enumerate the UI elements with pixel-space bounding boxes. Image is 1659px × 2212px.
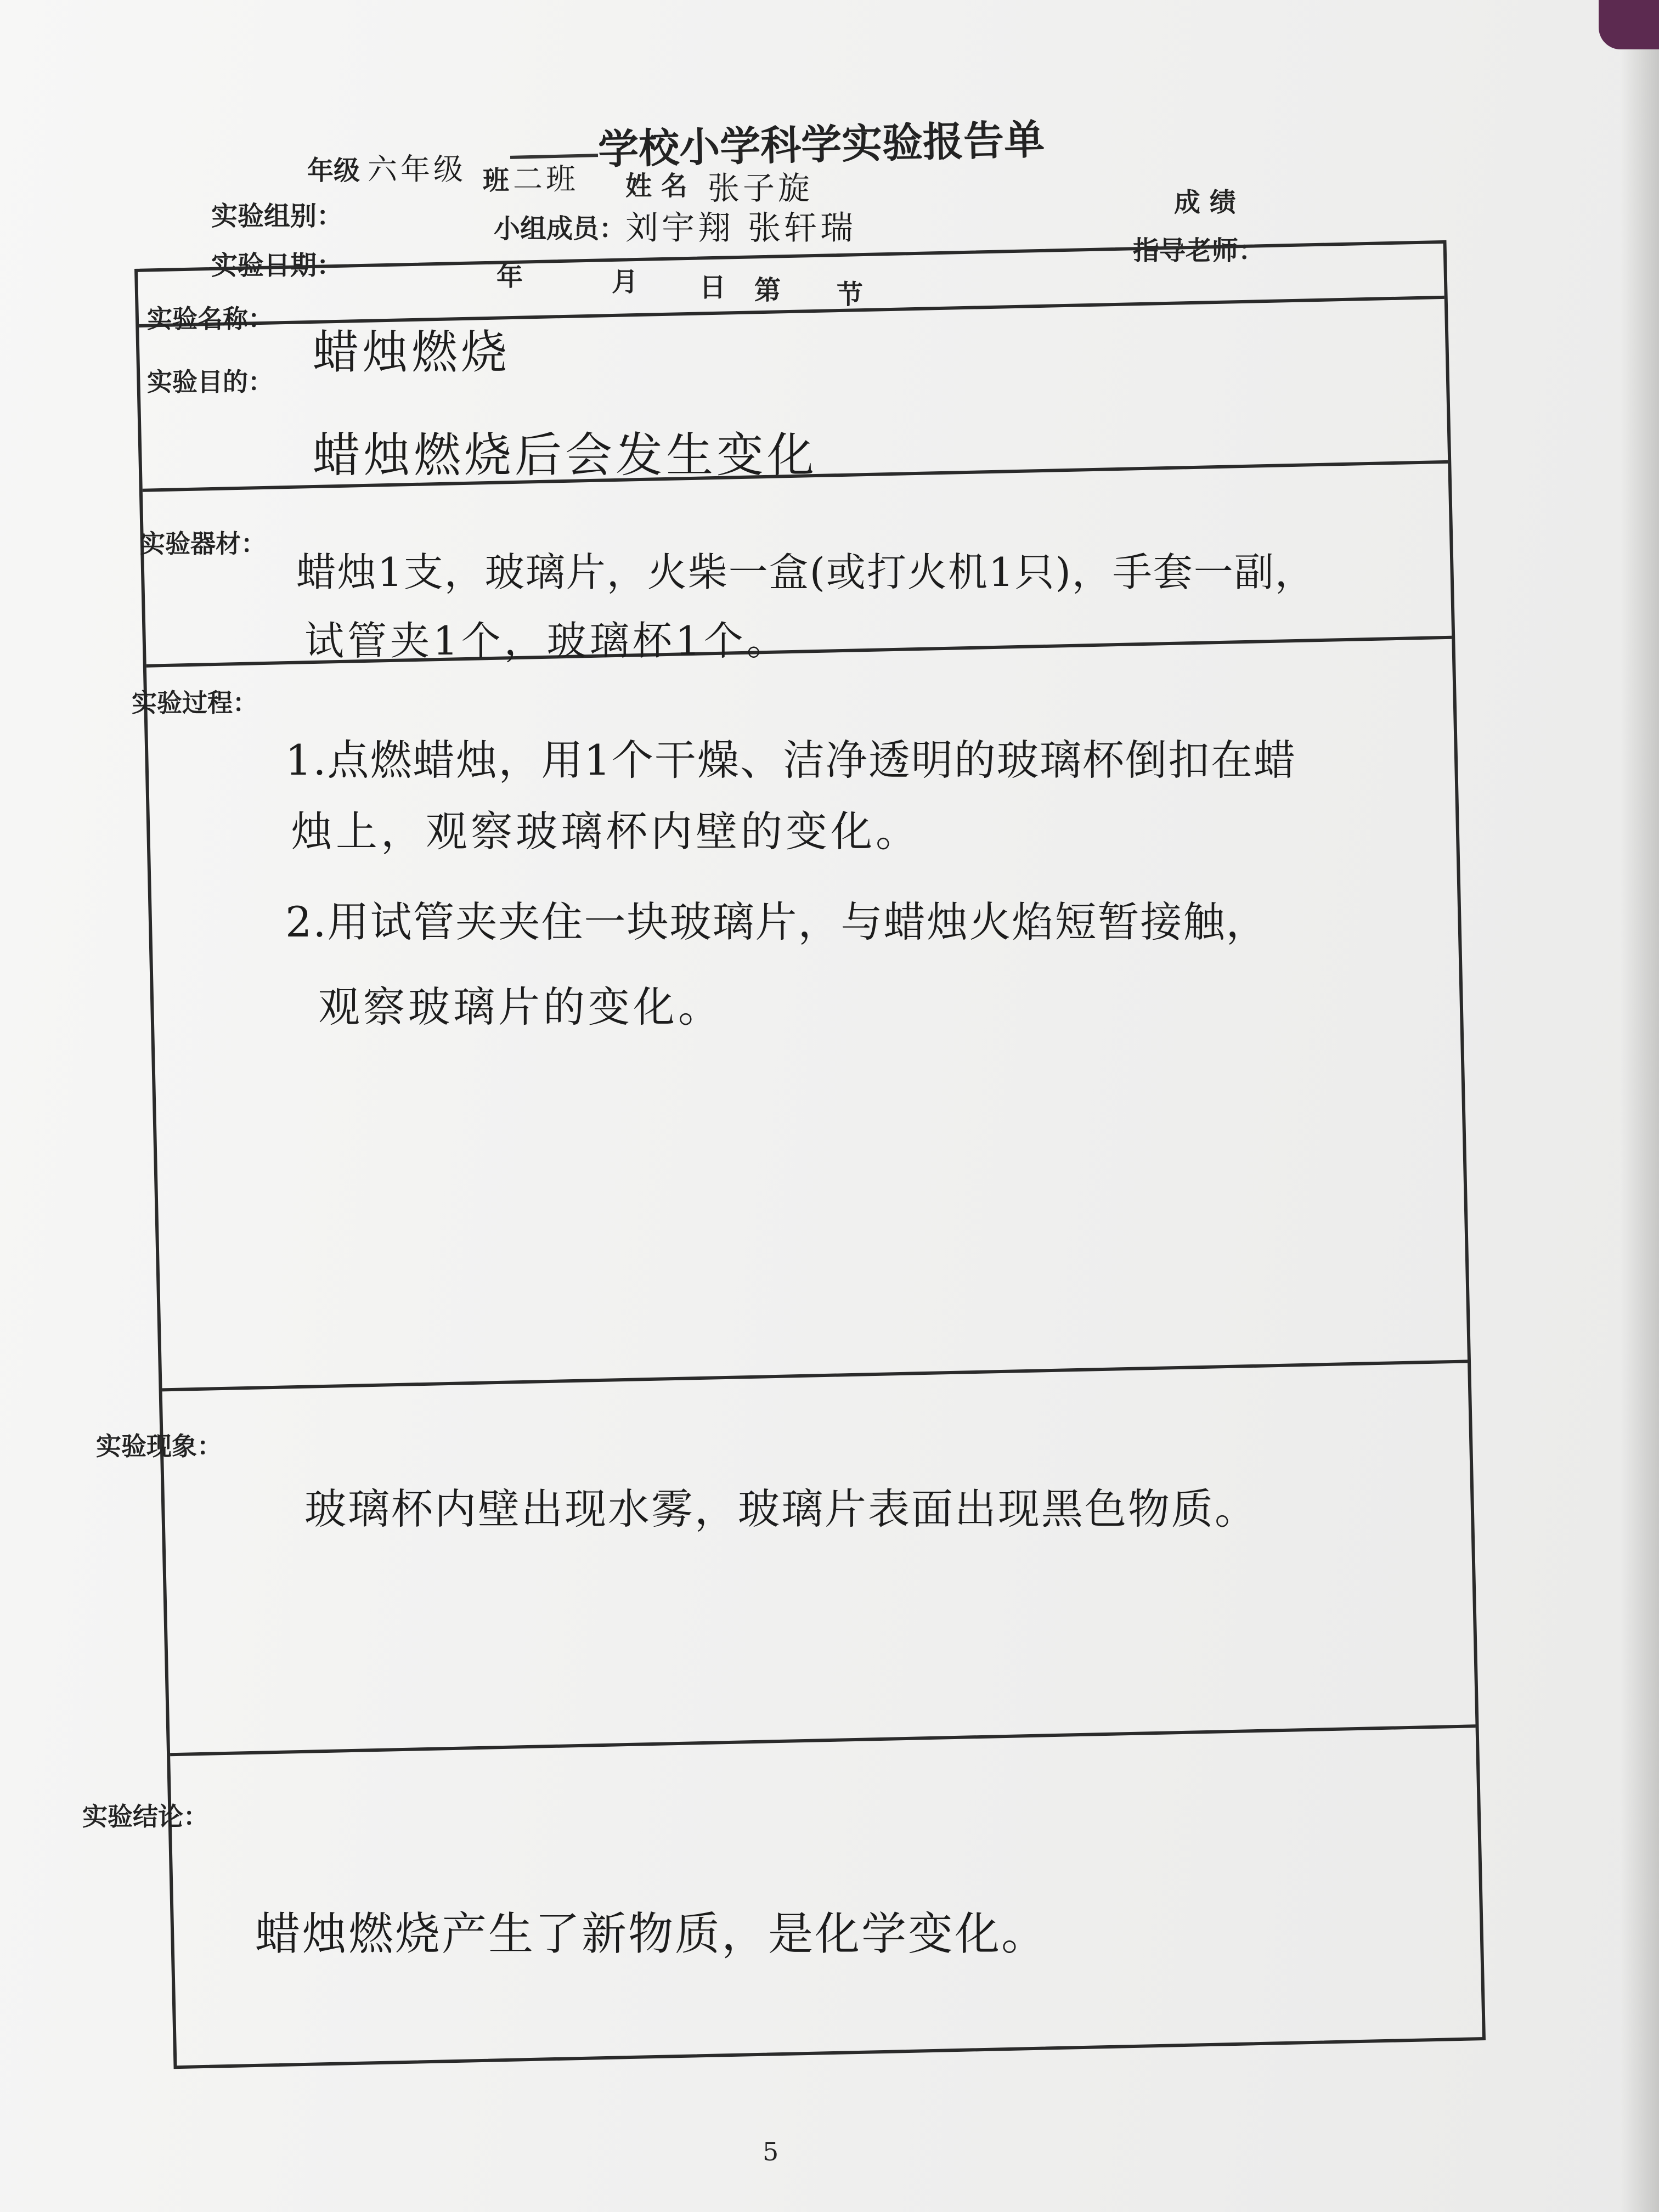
- date-day: 日: [699, 272, 726, 303]
- section-purpose-label: 实验目的：: [147, 367, 273, 397]
- class-value: 二班: [513, 162, 579, 196]
- date-period-prefix: 第: [754, 275, 781, 306]
- date-year: 年: [496, 261, 523, 292]
- teacher-label: 指导老师：: [1133, 235, 1265, 266]
- date-label: 实验日期：: [211, 250, 343, 281]
- materials-line-1: 蜡烛1支，玻璃片，火柴一盒(或打火机1只)，手套一副，: [296, 549, 1316, 595]
- process-step1-line-1: 1.点燃蜡烛，用1个干燥、洁净透明的玻璃杯倒扣在蜡: [285, 736, 1296, 785]
- report-form-table: [134, 240, 1486, 2069]
- date-period-suffix: 节: [837, 279, 864, 310]
- page-number: 5: [763, 2137, 779, 2166]
- grade-value: 六年级: [368, 152, 466, 187]
- section-name-value: 蜡烛燃烧: [313, 325, 511, 379]
- report-title: 学校小学科学实验报告单: [597, 116, 1046, 174]
- section-phenomenon-value: 玻璃杯内壁出现水雾，玻璃片表面出现黑色物质。: [304, 1485, 1258, 1533]
- section-conclusion-label: 实验结论：: [82, 1802, 208, 1831]
- section-conclusion-value: 蜡烛燃烧产生了新物质，是化学变化。: [255, 1908, 1048, 1960]
- section-name-label: 实验名称：: [147, 304, 273, 334]
- divider-process: [162, 1359, 1468, 1391]
- section-process-label: 实验过程：: [132, 688, 258, 718]
- members-value: 刘宇翔 张轩瑞: [625, 209, 857, 247]
- section-phenomenon-label: 实验现象：: [96, 1431, 222, 1461]
- name-value: 张子旋: [708, 170, 814, 207]
- grade-label: 年级: [307, 155, 360, 186]
- process-step1-line-2: 烛上，观察玻璃杯内壁的变化。: [291, 807, 921, 856]
- process-step2-line-2: 观察玻璃片的变化。: [318, 983, 723, 1031]
- score-label: 成 绩: [1174, 187, 1236, 218]
- section-purpose-value: 蜡烛燃烧后会发生变化: [313, 428, 817, 483]
- process-step2-line-1: 2.用试管夹夹住一块玻璃片，与蜡烛火焰短暂接触，: [285, 898, 1269, 946]
- name-label: 姓 名: [625, 171, 687, 201]
- paper-edge-shadow: [1621, 0, 1659, 2212]
- date-month: 月: [612, 267, 639, 297]
- materials-line-2: 试管夹1个，玻璃杯1个。: [304, 618, 789, 664]
- divider-phenomenon: [170, 1724, 1476, 1756]
- section-materials-label: 实验器材：: [140, 529, 266, 558]
- background-object: [1599, 0, 1659, 49]
- class-label: 班: [483, 165, 510, 196]
- members-label: 小组成员：: [494, 213, 626, 244]
- group-label: 实验组别：: [211, 201, 343, 232]
